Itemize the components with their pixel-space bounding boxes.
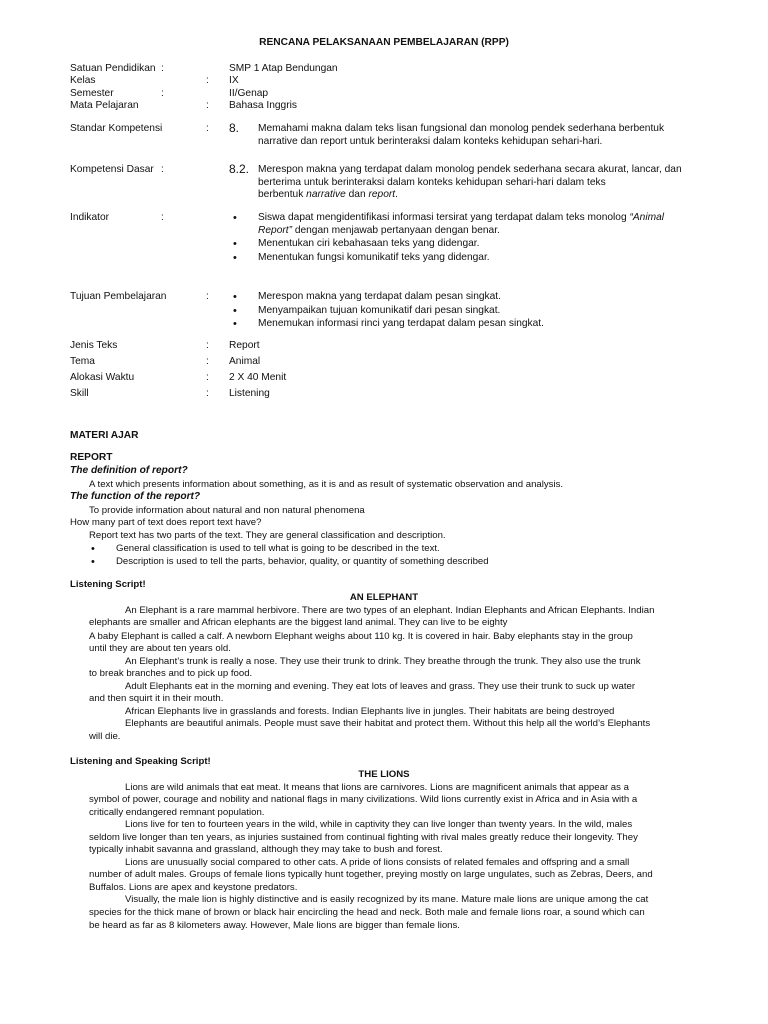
info2-value-jenis: Report — [229, 340, 260, 351]
info-colon: : — [161, 88, 164, 99]
report-heading: REPORT — [70, 452, 113, 463]
kd-colon: : — [161, 164, 164, 175]
elephant-line: until they are about ten years old. — [89, 643, 231, 654]
question-parts: How many part of text does report text have? — [70, 517, 262, 528]
info2-value-skill: Listening — [229, 388, 270, 399]
elephant-line: African Elephants live in grasslands and forests. Indian Elephants live in jungles. Their habitats are being destroyed — [125, 706, 615, 717]
lions-line: Lions live for ten to fourteen years in the wild, while in captivity they can live longer than twenty years. In the wild, males — [125, 819, 633, 830]
info-label-satuan: Satuan Pendidikan — [70, 63, 156, 74]
tujuan-item-2: • Menyampaikan tujuan komunikatif dari pesan singkat. — [258, 305, 500, 318]
sk-text-line1: Memahami makna dalam teks lisan fungsional dan monolog pendek sederhana berbentuk — [258, 123, 665, 134]
info-colon: : — [161, 63, 164, 74]
kd-text-line3: berbentuk narrative dan report. — [258, 189, 398, 200]
answer-parts: Report text has two parts of the text. They are general classification and description. — [89, 530, 446, 541]
tujuan-item-1: • Merespon makna yang terdapat dalam pesan singkat. — [258, 291, 501, 304]
info-label-mapel: Mata Pelajaran — [70, 100, 139, 111]
elephant-line: will die. — [89, 731, 121, 742]
answer-function: To provide information about natural and non natural phenomena — [89, 505, 365, 516]
sk-colon: : — [206, 123, 209, 134]
elephant-line: An Elephant is a rare mammal herbivore. There are two types of an elephant. Indian Elephants and African Elephants. Indian — [125, 605, 655, 616]
question-definition: The definition of report? — [70, 465, 188, 476]
lions-line: be heard as far as 8 kilometers away. However, Male lions are bigger than female lions. — [89, 920, 460, 931]
tujuan-item-3: • Menemukan informasi rinci yang terdapat dalam pesan singkat. — [258, 318, 544, 331]
info2-value-tema: Animal — [229, 356, 261, 367]
elephant-line: An Elephant’s trunk is really a nose. They use their trunk to drink. They breathe through the trunk. They also use the trunk — [125, 656, 641, 667]
document-title: RENCANA PELAKSANAAN PEMBELAJARAN (RPP) — [259, 37, 509, 48]
lions-line: species for the thick mane of brown or black hair encircling the head and neck. Both male and female lions roar, a sound which can — [89, 907, 645, 918]
indikator-item-2: • Menentukan ciri kebahasaan teks yang didengar. — [258, 238, 479, 251]
elephant-line: Adult Elephants eat in the morning and evening. They eat lots of leaves and grass. They use their trunk to suck up water — [125, 681, 636, 692]
info2-value-alokasi: 2 X 40 Menit — [229, 372, 287, 383]
sk-label: Standar Kompetensi — [70, 123, 163, 134]
elephant-line: and then squirt it in their mouth. — [89, 693, 224, 704]
indikator-item-1: • Siswa dapat mengidentifikasi informasi tersirat yang terdapat dalam teks monolog “Animal — [258, 212, 664, 225]
elephant-line: to break branches and to pick up food. — [89, 668, 253, 679]
info-colon: : — [206, 100, 209, 111]
info2-label-skill: Skill — [70, 388, 89, 399]
elephant-line: elephants are smaller and African elephants are the biggest land animal. They can live to be eighty — [89, 617, 508, 628]
lions-line: critically endangered remnant population. — [89, 807, 265, 818]
listening-heading: Listening Script! — [70, 579, 146, 590]
parts-bullet-2: • Description is used to tell the parts, behavior, quality, or quantity of something described — [116, 556, 489, 568]
info2-colon: : — [206, 388, 209, 399]
kd-label: Kompetensi Dasar — [70, 164, 154, 175]
elephant-line: Elephants are beautiful animals. People must save their habitat and protect them. Without this help all the world’s Elephants — [125, 718, 651, 729]
materi-heading: MATERI AJAR — [70, 430, 139, 441]
sk-text-line2: narrative dan report untuk berinteraksi dalam konteks kehidupan sehari-hari. — [258, 136, 603, 147]
kd-text-line2: berterima untuk berinteraksi dalam konteks kehidupan sehari-hari dalam teks — [258, 177, 606, 188]
tujuan-label: Tujuan Pembelajaran — [70, 291, 167, 302]
info2-colon: : — [206, 340, 209, 351]
info-value-mapel: Bahasa Inggris — [229, 100, 297, 111]
tujuan-colon: : — [206, 291, 209, 302]
info-label-kelas: Kelas — [70, 75, 96, 86]
speaking-heading: Listening and Speaking Script! — [70, 756, 211, 767]
info-value-satuan: SMP 1 Atap Bendungan — [229, 63, 338, 74]
info2-colon: : — [206, 372, 209, 383]
indikator-colon: : — [161, 212, 164, 223]
info2-label-alokasi: Alokasi Waktu — [70, 372, 135, 383]
indikator-item-1-cont: Report” dengan menjawab pertanyaan dengan benar. — [258, 225, 500, 236]
lions-line: symbol of power, courage and nobility and national flags in many civilizations. Wild lions currently exist in Africa and in Asia with a — [89, 794, 638, 805]
question-function: The function of the report? — [70, 491, 201, 502]
kd-number: 8.2. — [229, 162, 250, 176]
indikator-label: Indikator — [70, 212, 110, 223]
elephant-line: A baby Elephant is called a calf. A newborn Elephant weighs about 110 kg. It is covered in hair. Baby elephants stay in the group — [89, 631, 633, 642]
info-value-kelas: IX — [229, 75, 239, 86]
info2-label-tema: Tema — [70, 356, 95, 367]
lions-line: Lions are wild animals that eat meat. It means that lions are carnivores. Lions are magnificent animals that appear as a — [125, 782, 629, 793]
elephant-title: AN ELEPHANT — [349, 592, 419, 603]
lions-line: Lions are unusually social compared to other cats. A pride of lions consists of related females and offspring and a small — [125, 857, 630, 868]
lions-line: typically inhabit savanna and grassland, although they may take to bush and forest. — [89, 844, 443, 855]
lions-title: THE LIONS — [358, 769, 410, 780]
info2-colon: : — [206, 356, 209, 367]
info-value-semester: II/Genap — [229, 88, 269, 99]
parts-bullet-1: • General classification is used to tell what is going to be described in the text. — [116, 543, 440, 555]
lions-line: seldom live longer than ten years, as injuries sustained from continual fighting with rival males greatly reduce their longevity. They — [89, 832, 638, 843]
info2-label-jenis: Jenis Teks — [70, 340, 118, 351]
info-label-semester: Semester — [70, 88, 114, 99]
kd-text-line1: Merespon makna yang terdapat dalam monolog pendek sederhana secara akurat, lancar, dan — [258, 164, 682, 175]
info-colon: : — [206, 75, 209, 86]
lions-line: Buffalos. Lions are apex and keystone predators. — [89, 882, 298, 893]
indikator-item-3: • Menentukan fungsi komunikatif teks yang didengar. — [258, 252, 490, 265]
lions-line: Visually, the male lion is highly distinctive and is easily recognized by its mane. Mature male lions are unique among the cat — [125, 894, 649, 905]
sk-number: 8. — [229, 121, 240, 135]
answer-definition: A text which presents information about something, as it is and as result of systematic observation and analysis. — [89, 479, 564, 490]
lions-line: number of adult males. Groups of female lions typically hunt together, preying mostly on large ungulates, such as Zebras, Deers, and — [89, 869, 653, 880]
